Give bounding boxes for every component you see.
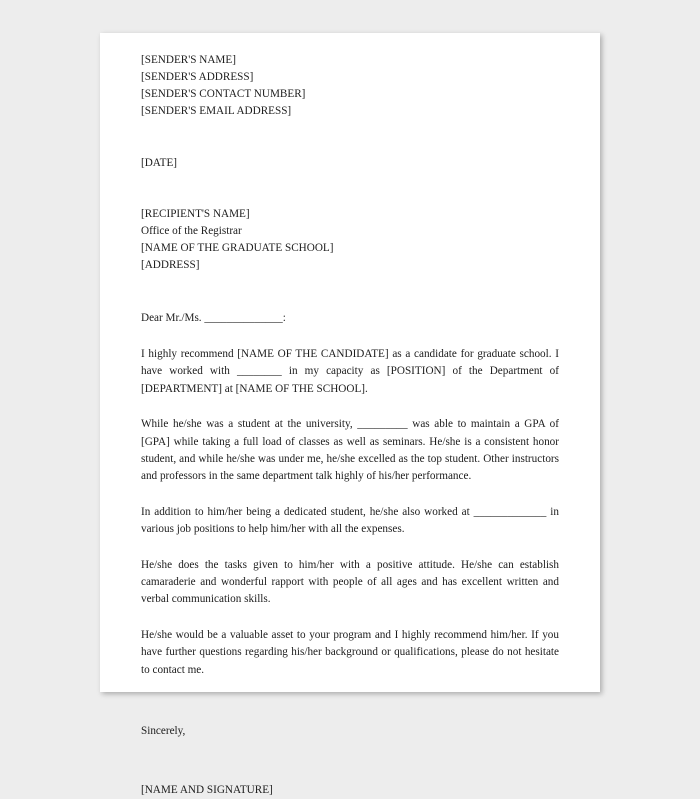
sender-name-line: [SENDER'S NAME]	[141, 54, 236, 66]
closing-line: Sincerely,	[141, 725, 186, 738]
recipient-address-line: [ADDRESS]	[141, 259, 200, 271]
recipient-block	[141, 206, 559, 274]
sender-address-line: [SENDER'S ADDRESS]	[141, 71, 254, 83]
body-paragraph-4: He/she does the tasks given to him/her with a positive attitude. He/she can establish camaraderie and wonderful rapport with people of all ages and has excellent written and verbal communication skills.	[141, 558, 559, 606]
signature-line: [NAME AND SIGNATURE]	[141, 784, 273, 797]
recipient-name-line: [RECIPIENT'S NAME]	[141, 208, 250, 220]
date-block	[141, 155, 559, 172]
sender-block	[141, 52, 559, 120]
document-page	[100, 33, 600, 797]
date-line: [DATE]	[141, 157, 178, 169]
body-paragraph-3: In addition to him/her being a dedicated student, he/she also worked at _____________ in various job positions to help him/her with all the expenses.	[141, 505, 559, 536]
body-paragraph-5: He/she would be a valuable asset to your program and I highly recommend him/her. If you have further questions regarding his/her background or qualifications, please do not hesitate to contact me.	[141, 628, 559, 676]
salutation-line: Dear Mr./Ms. ______________:	[141, 312, 286, 324]
recipient-office-line: Office of the Registrar	[141, 225, 242, 237]
sender-email-line: [SENDER'S EMAIL ADDRESS]	[141, 105, 292, 117]
closing-block	[141, 723, 559, 740]
body-paragraph-2: While he/she was a student at the university, _________ was able to maintain a GPA of [GPA] while taking a full load of classes as well as seminars. He/she is a consistent honor student, and while he/she was under me, he/she excelled as the top student. Other instructors and professors in the same department talk highly of his/her performance.	[141, 418, 559, 483]
document-body	[141, 52, 559, 799]
signature-block	[141, 782, 559, 799]
sender-contact-line: [SENDER'S CONTACT NUMBER]	[141, 88, 306, 100]
body-paragraph-1: I highly recommend [NAME OF THE CANDIDATE] as a candidate for graduate school. I have worked with ________ in my capacity as [POSITION] of the Department of [DEPARTMENT] at [NAME OF THE SCHOOL].	[141, 348, 559, 395]
salutation-block	[141, 310, 559, 327]
recipient-school-line: [NAME OF THE GRADUATE SCHOOL]	[141, 242, 334, 254]
